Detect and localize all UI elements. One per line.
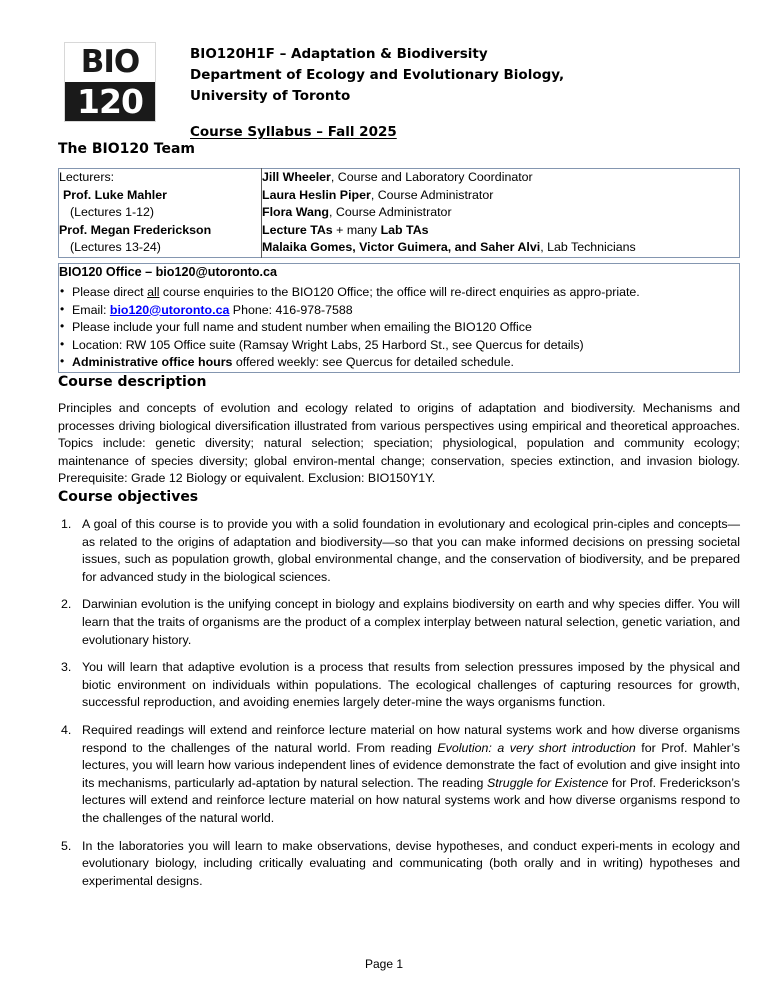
book-title-struggle: Struggle for Existence: [486, 775, 609, 790]
department-line: Department of Ecology and Evolutionary Biology,: [190, 67, 565, 83]
emphasis-all: all: [147, 285, 160, 300]
list-item: A goal of this course is to provide you with a solid foundation in evolutionary and ecological prin-ciples and concepts—as related to the origins of adaptation and biodiversity—so that you can make informed decisions on pressing societal issues, such as population growth, global environmental change, and the conservation of biodiversity, and be prepared for advanced study in the biological sciences.: [82, 517, 740, 584]
header-text-block: [190, 36, 564, 140]
lecturers-cell: [59, 169, 262, 258]
office-table: [58, 263, 740, 374]
list-item: • Please direct all course enquiries to the BIO120 Office; the office will re-direct enquiries as appro-priate.: [59, 284, 739, 302]
list-item: • Administrative office hours offered weekly: see Quercus for detailed schedule.: [59, 354, 739, 372]
book-title-evolution: Evolution: a very short introduction: [437, 740, 636, 755]
team-heading: The BIO120 Team: [58, 141, 195, 157]
course-description-text: Principles and concepts of evolution and ecology related to origins of adaptation and biodiversity. Mechanisms and processes driving biological diversification illustrated from various perspectives using empirical and theoretical approaches. Topics include: genetic diversity; natural selection; speciation; physiological, population and community ecology; maintenance of species diversity; global environ-mental change; conservation, species extinction, and invasion biology. Prerequisite: Grade 12 Biology or equivalent. Exclusion: BIO150Y1Y.: [58, 401, 740, 486]
list-item: Darwinian evolution is the unifying concept in biology and explains biodiversity on earth and why species differ. You will learn that the traits of organisms are the product of a complex interplay between natural selection, genetic variation, and evolutionary history.: [82, 597, 740, 647]
lecturer2-name: Prof. Megan Frederickson: [59, 222, 212, 237]
syllabus-subtitle: Course Syllabus – Fall 2025: [190, 124, 397, 140]
office-title: BIO120 Office – bio120@utoronto.ca: [59, 264, 278, 279]
document-header: [58, 36, 740, 140]
course-objectives-list: [58, 516, 740, 890]
staff-cell: [262, 169, 740, 258]
lecturer1-name: Prof. Luke Mahler: [63, 187, 167, 202]
course-title-line: BIO120H1F – Adaptation & Biodiversity: [190, 46, 488, 62]
staff-member: Laura Heslin Piper, Course Administrator: [262, 187, 494, 202]
list-item: • Email: bio120@utoronto.ca Phone: 416-978-7588: [59, 302, 739, 320]
office-cell: [59, 263, 740, 373]
lecturer1-lectures: (Lectures 1-12): [70, 205, 155, 219]
page-content: [58, 36, 740, 900]
staff-member: Jill Wheeler, Course and Laboratory Coordinator: [262, 170, 533, 184]
course-description-heading: Course description: [58, 374, 207, 391]
team-table: [58, 168, 740, 258]
logo-bottom-text: 120: [65, 82, 155, 121]
list-item: Required readings will extend and reinforce lecture material on how natural systems work and how diverse organisms respond to the challenges of the natural world. From reading Evolution: a very short introduction for Prof. Mahler’s lectures, you will learn how various independent lines of evidence demonstrate the fact of evolution and give insight into its mechanisms, particularly ad-aptation by natural selection. The reading Struggle for Existence for Prof. Frederickson’s lectures will extend and reinforce lecture material on how natural systems work and how diverse organisms respond to the challenges of the natural world.: [82, 722, 740, 825]
list-item: You will learn that adaptive evolution is a process that results from selection pressures imposed by the physical and biotic environment on individuals within populations. The ecological challenges of capturing resources for growth, successful reproduction, and avoiding enemies largely deter-mine the ways organisms function.: [82, 660, 740, 710]
page-footer: Page 1: [364, 957, 404, 971]
list-item: • Please include your full name and student number when emailing the BIO120 Office: [59, 319, 739, 337]
lecturers-label: Lecturers:: [59, 170, 115, 184]
staff-member: Lecture TAs + many Lab TAs: [262, 222, 429, 237]
lecturer2-lectures: (Lectures 13-24): [70, 240, 161, 254]
list-item: • Location: RW 105 Office suite (Ramsay Wright Labs, 25 Harbord St., see Quercus for details): [59, 337, 739, 355]
course-objectives-heading: Course objectives: [58, 489, 199, 506]
office-bullet-list: [59, 284, 739, 372]
email-link[interactable]: bio120@utoronto.ca: [109, 302, 230, 317]
staff-member: Malaika Gomes, Victor Guimera, and Saher Alvi, Lab Technicians: [262, 240, 636, 254]
staff-member: Flora Wang, Course Administrator: [262, 205, 452, 219]
bio120-logo: [64, 42, 156, 122]
list-item: In the laboratories you will learn to make observations, devise hypotheses, and conduct experi-ments in ecology and evolutionary biology, including critically evaluating and communicating (both orally and in writing) hypotheses and experimental designs.: [82, 838, 740, 888]
university-line: University of Toronto: [190, 88, 351, 104]
logo-top-text: BIO: [65, 43, 155, 82]
table-row: [59, 169, 740, 258]
table-row: [59, 263, 740, 373]
